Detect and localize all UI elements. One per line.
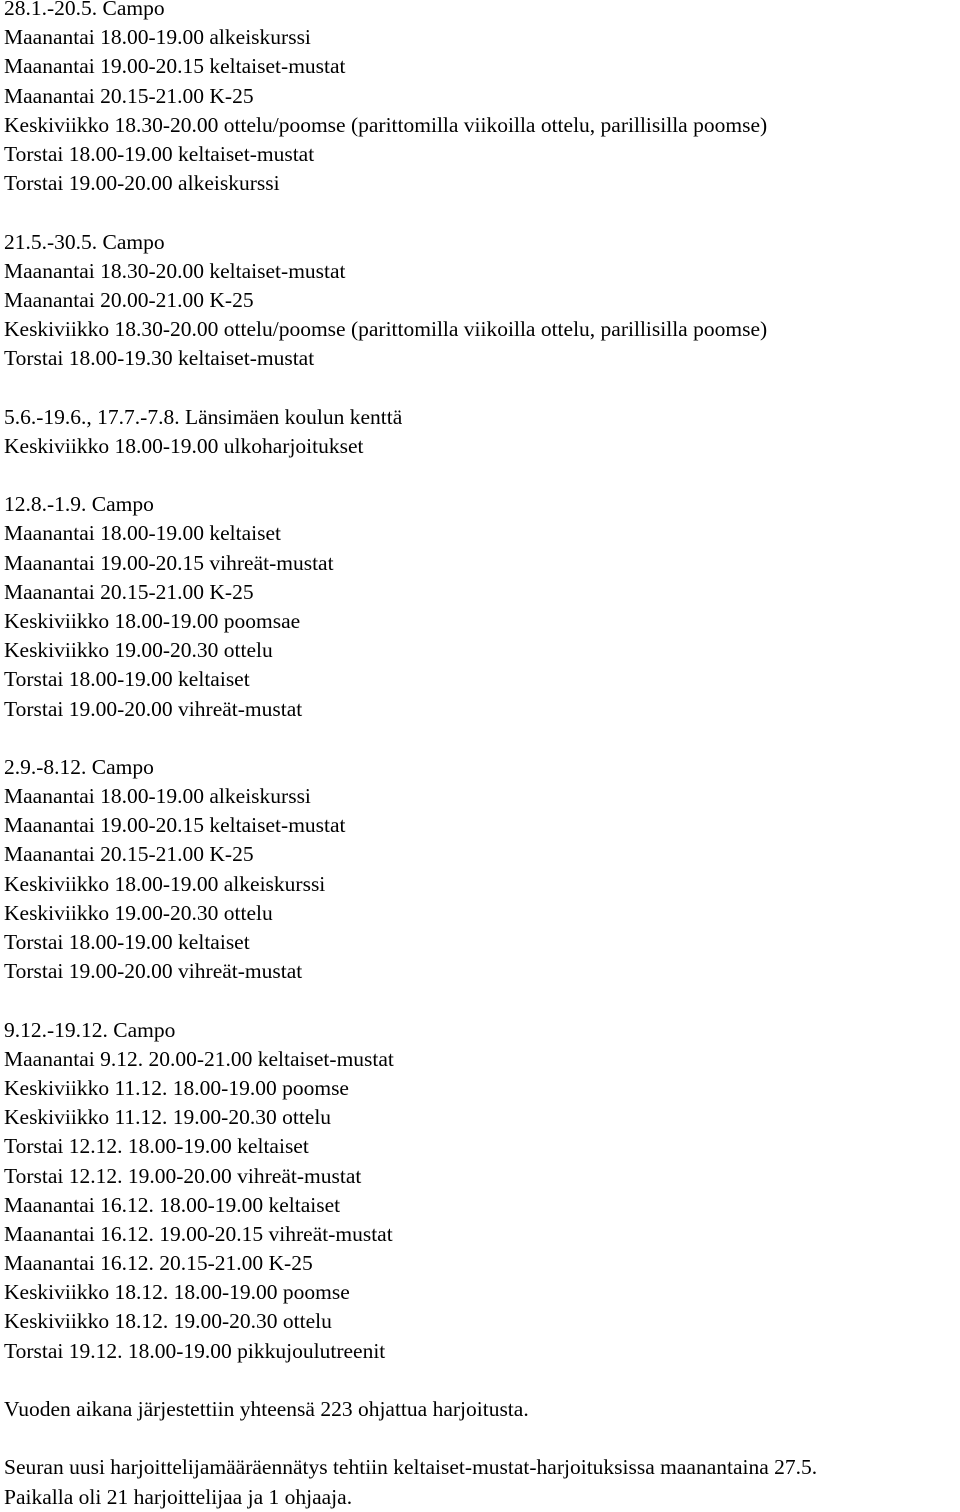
schedule-line: Torstai 12.12. 18.00-19.00 keltaiset [4, 1134, 309, 1159]
section-spacer [4, 986, 956, 1015]
schedule-line: Keskiviikko 11.12. 19.00-20.30 ottelu [4, 1105, 332, 1130]
section-spacer [4, 461, 956, 490]
schedule-line: Keskiviikko 18.30-20.00 ottelu/poomse (parittomilla viikoilla ottelu, parillisilla poomse) [4, 112, 768, 137]
schedule-line: Maanantai 18.00-19.00 keltaiset [4, 521, 282, 546]
schedule-line: Torstai 19.00-20.00 vihreät-mustat [4, 959, 303, 984]
schedule-section [4, 403, 956, 461]
section-spacer [4, 198, 956, 227]
section-heading: 21.5.-30.5. Campo [4, 229, 165, 254]
attendance-record-line: Paikalla oli 21 harjoittelijaa ja 1 ohjaaja. [4, 1484, 353, 1509]
schedule-line: Torstai 18.00-19.30 keltaiset-mustat [4, 346, 315, 371]
schedule-line: Torstai 18.00-19.00 keltaiset [4, 667, 250, 692]
schedule-line: Torstai 18.00-19.00 keltaiset [4, 930, 250, 954]
schedule-line: Torstai 19.00-20.00 vihreät-mustat [4, 696, 303, 721]
schedule-section [4, 490, 956, 724]
schedule-line: Keskiviikko 19.00-20.30 ottelu [4, 638, 273, 663]
schedule-line: Keskiviikko 18.12. 18.00-19.00 poomse [4, 1280, 350, 1305]
schedule-line: Maanantai 19.00-20.15 vihreät-mustat [4, 550, 334, 575]
schedule-line: Maanantai 18.00-19.00 alkeiskurssi [4, 25, 311, 50]
schedule-line: Keskiviikko 18.00-19.00 poomsae [4, 608, 301, 633]
schedule-line: Keskiviikko 18.00-19.00 alkeiskurssi [4, 871, 326, 896]
schedule-line: Torstai 12.12. 19.00-20.00 vihreät-mustat [4, 1163, 362, 1188]
section-heading: 28.1.-20.5. Campo [4, 0, 165, 20]
section-spacer [4, 1424, 956, 1453]
section-heading: 2.9.-8.12. Campo [4, 754, 154, 779]
schedule-line: Maanantai 20.15-21.00 K-25 [4, 83, 254, 108]
schedule-line: Keskiviikko 11.12. 18.00-19.00 poomse [4, 1075, 349, 1100]
section-heading: 9.12.-19.12. Campo [4, 1017, 176, 1042]
schedule-line: Maanantai 16.12. 19.00-20.15 vihreät-mustat [4, 1221, 393, 1246]
schedule-line: Keskiviikko 18.12. 19.00-20.30 ottelu [4, 1309, 332, 1334]
schedule-line: Maanantai 16.12. 18.00-19.00 keltaiset [4, 1192, 341, 1217]
section-heading: 12.8.-1.9. Campo [4, 492, 154, 517]
training-schedule-document [4, 0, 956, 1512]
schedule-line: Maanantai 18.00-19.00 alkeiskurssi [4, 784, 311, 809]
schedule-section [4, 0, 956, 198]
section-spacer [4, 373, 956, 402]
schedule-section [4, 1016, 956, 1366]
section-spacer [4, 1366, 956, 1395]
schedule-line: Maanantai 20.15-21.00 K-25 [4, 842, 254, 867]
schedule-line: Torstai 19.12. 18.00-19.00 pikkujoulutreenit [4, 1338, 386, 1363]
schedule-section [4, 228, 956, 374]
schedule-line: Maanantai 16.12. 20.15-21.00 K-25 [4, 1251, 313, 1276]
section-spacer [4, 724, 956, 753]
schedule-section [4, 753, 956, 987]
total-sessions-text: Vuoden aikana järjestettiin yhteensä 223 ohjattua harjoitusta. [4, 1397, 529, 1421]
schedule-line: Keskiviikko 19.00-20.30 ottelu [4, 900, 273, 925]
schedule-line: Maanantai 19.00-20.15 keltaiset-mustat [4, 813, 346, 838]
section-heading: 5.6.-19.6., 17.7.-7.8. Länsimäen koulun kenttä [4, 404, 403, 429]
schedule-line: Maanantai 9.12. 20.00-21.00 keltaiset-mustat [4, 1046, 394, 1071]
schedule-line: Maanantai 20.15-21.00 K-25 [4, 579, 254, 604]
schedule-line: Maanantai 19.00-20.15 keltaiset-mustat [4, 54, 346, 79]
schedule-line: Maanantai 18.30-20.00 keltaiset-mustat [4, 258, 346, 283]
schedule-line: Torstai 18.00-19.00 keltaiset-mustat [4, 141, 315, 166]
attendance-record-paragraph [4, 1453, 956, 1511]
schedule-line: Keskiviikko 18.30-20.00 ottelu/poomse (parittomilla viikoilla ottelu, parillisilla poomse) [4, 317, 768, 342]
attendance-record-line: Seuran uusi harjoittelijamääräennätys tehtiin keltaiset-mustat-harjoituksissa maanantaina 27.5. [4, 1455, 818, 1480]
schedule-line: Keskiviikko 18.00-19.00 ulkoharjoitukset [4, 433, 364, 458]
schedule-line: Torstai 19.00-20.00 alkeiskurssi [4, 171, 280, 196]
schedule-line: Maanantai 20.00-21.00 K-25 [4, 287, 254, 312]
